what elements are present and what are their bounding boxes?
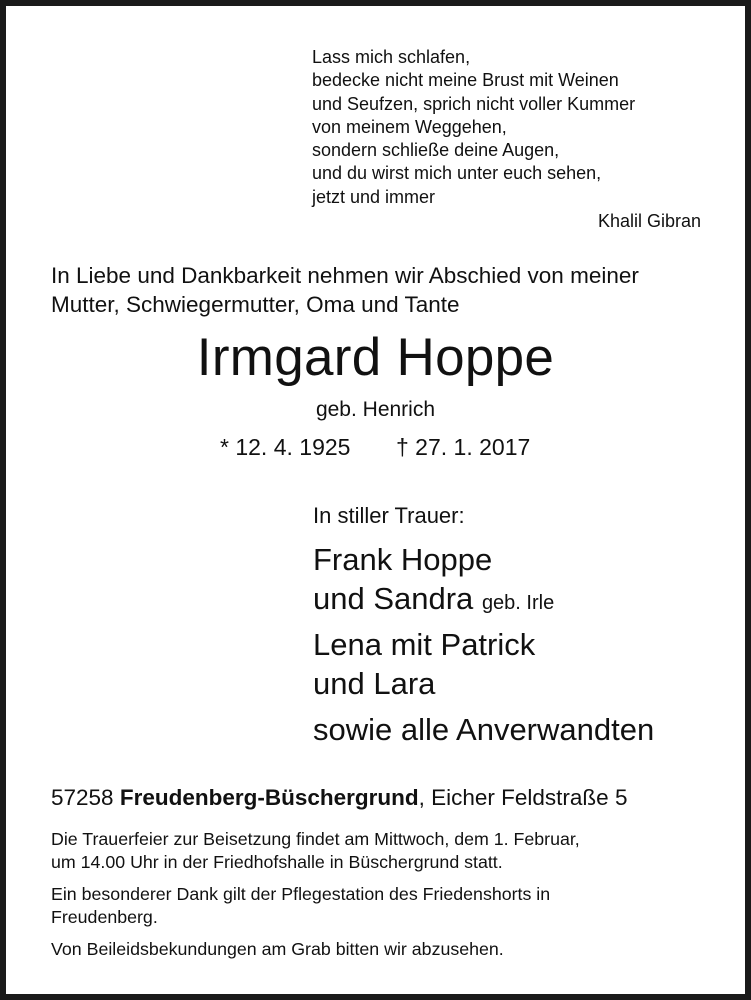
notice-line: Ein besonderer Dank gilt der Pflegestation des Friedenshorts in <box>51 884 551 904</box>
poem-line: und Seufzen, sprich nicht voller Kummer <box>312 93 636 114</box>
poem-line: und du wirst mich unter euch sehen, <box>312 163 602 184</box>
mourner-line: sowie alle Anverwandten <box>313 712 655 747</box>
notice-line: Von Beileidsbekundungen am Grab bitten wir abzusehen. <box>51 939 504 959</box>
funeral-notice <box>51 828 706 873</box>
address-zip: 57258 <box>51 785 114 810</box>
mourner-line: und Lara <box>313 666 436 701</box>
poem-line: von meinem Weggehen, <box>312 116 507 137</box>
mourner-line: Frank Hoppe <box>313 542 493 577</box>
deceased-name: Irmgard Hoppe <box>196 328 555 387</box>
mourner-name: und Sandra <box>313 581 474 616</box>
birth-date: * 12. 4. 1925 <box>220 434 351 460</box>
mourners-heading: In stiller Trauer: <box>313 503 465 528</box>
notice-line: um 14.00 Uhr in der Friedhofshalle in Büschergrund statt. <box>51 851 503 872</box>
poem-line: Lass mich schlafen, <box>312 47 471 67</box>
thanks-notice <box>51 883 706 928</box>
death-date: † 27. 1. 2017 <box>396 434 531 460</box>
poem-line: jetzt und immer <box>312 186 436 207</box>
mourner-line: Lena mit Patrick <box>313 627 536 662</box>
intro-line: In Liebe und Dankbarkeit nehmen wir Abschied von meiner <box>51 263 639 288</box>
intro-text <box>51 261 639 319</box>
intro-line: Mutter, Schwiegermutter, Oma und Tante <box>51 292 460 317</box>
notice-line: Freudenberg. <box>51 906 158 927</box>
poem <box>312 46 635 209</box>
condolence-notice <box>51 938 706 961</box>
address <box>51 783 627 813</box>
poem-line: sondern schließe deine Augen, <box>312 140 560 161</box>
mourner-line <box>313 579 554 623</box>
notice-line: Die Trauerfeier zur Beisetzung findet am Mittwoch, dem 1. Februar, <box>51 829 580 849</box>
mourner-birth-name: geb. Irle <box>481 592 555 614</box>
birth-name: geb. Henrich <box>315 398 436 421</box>
address-town: Freudenberg-Büschergrund <box>119 785 419 810</box>
poem-line: bedecke nicht meine Brust mit Weinen <box>312 70 619 91</box>
address-street: , Eicher Feldstraße 5 <box>418 785 628 810</box>
poem-author: Khalil Gibran <box>597 211 701 231</box>
